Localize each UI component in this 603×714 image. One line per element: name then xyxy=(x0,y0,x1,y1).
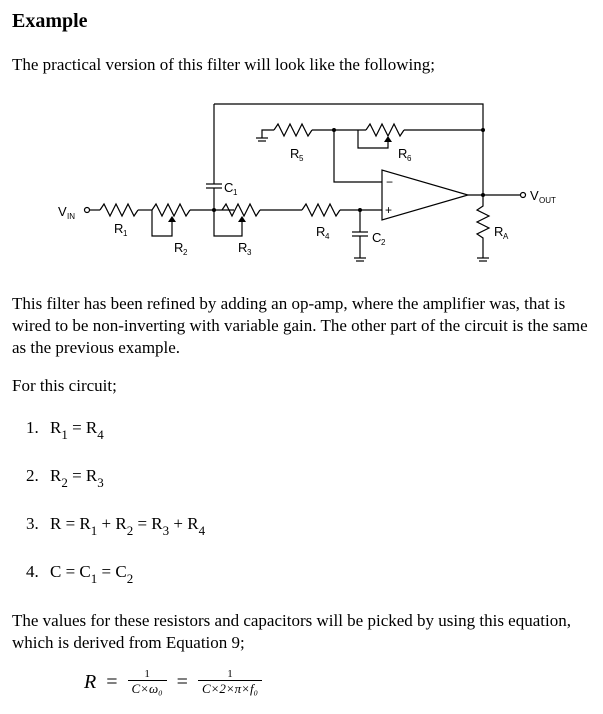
inverting-input-sign: − xyxy=(386,175,394,189)
svg-text:6: 6 xyxy=(407,154,412,163)
vout-label: V xyxy=(530,188,539,203)
vin-label: V xyxy=(58,204,67,219)
list-item: 2. $R_2 = R_3$ xyxy=(26,466,104,490)
vin-terminal xyxy=(85,208,90,213)
svg-text:5: 5 xyxy=(299,154,304,163)
list-item-text: $C = C_1 = C_2$ xyxy=(50,562,134,586)
svg-text:2: 2 xyxy=(183,248,188,257)
svg-text:1: 1 xyxy=(123,229,128,238)
list-item-text: $R_2 = R_3$ xyxy=(50,466,104,490)
circuit-diagram xyxy=(0,98,603,268)
for-circuit-text: For this circuit; xyxy=(12,376,117,395)
section-heading: Example xyxy=(12,10,88,32)
intro-paragraph: The practical version of this filter will look like the following; xyxy=(12,55,436,74)
r5-resistor xyxy=(274,124,312,136)
r6-potentiometer xyxy=(366,124,404,136)
svg-text:A: A xyxy=(503,232,509,241)
r6-label: R xyxy=(398,146,408,161)
list-item: 1. $R_1 = R_4$ xyxy=(26,418,104,442)
r5-label: R xyxy=(290,146,300,161)
ra-label: R xyxy=(494,224,504,239)
r2-label: R xyxy=(174,240,184,255)
r1-resistor xyxy=(100,204,138,216)
equation: R = $\frac{1}{\text{C×ω₀}}$ = $\frac{1}{\text{C×2×π×f₀}}$ xyxy=(84,668,262,697)
svg-text:2: 2 xyxy=(381,238,386,247)
noninverting-input-sign: + xyxy=(385,203,393,217)
fraction-1: $\frac{1}{\text{C×ω₀}}$ xyxy=(128,668,167,697)
svg-text:1: 1 xyxy=(233,188,238,197)
c2-label: C xyxy=(372,230,382,245)
list-item: 3. $R = R_1 + R_2 = R_3 + R_4$ xyxy=(26,514,206,538)
list-item: 4. $C = C_1 = C_2$ xyxy=(26,562,134,586)
vout-terminal xyxy=(521,193,526,198)
svg-text:IN: IN xyxy=(67,212,75,221)
svg-text:4: 4 xyxy=(325,232,330,241)
r3-label: R xyxy=(238,240,248,255)
r1-label: R xyxy=(114,221,124,236)
list-item-text: $R = R_1 + R_2 = R_3 + R_4$ xyxy=(50,514,206,538)
r4-resistor xyxy=(302,204,340,216)
ra-resistor xyxy=(477,195,489,258)
values-paragraph: The values for these resistors and capacitors will be picked by using this equation, which is derived from Equation 9; xyxy=(12,611,571,652)
svg-text:3: 3 xyxy=(247,248,252,257)
description-paragraph: This filter has been refined by adding an op-amp, where the amplifier was, that is wired to be non-inverting with variable gain. The other part of the circuit is the same as the previous example. xyxy=(12,294,588,357)
op-amp-triangle xyxy=(382,170,468,220)
r4-label: R xyxy=(316,224,326,239)
list-item-text: $R_1 = R_4$ xyxy=(50,418,104,442)
svg-text:OUT: OUT xyxy=(539,196,556,205)
c1-label: C xyxy=(224,180,234,195)
r2-potentiometer xyxy=(152,204,190,216)
fraction-2: $\frac{1}{\text{C×2×π×f₀}}$ xyxy=(198,668,262,697)
